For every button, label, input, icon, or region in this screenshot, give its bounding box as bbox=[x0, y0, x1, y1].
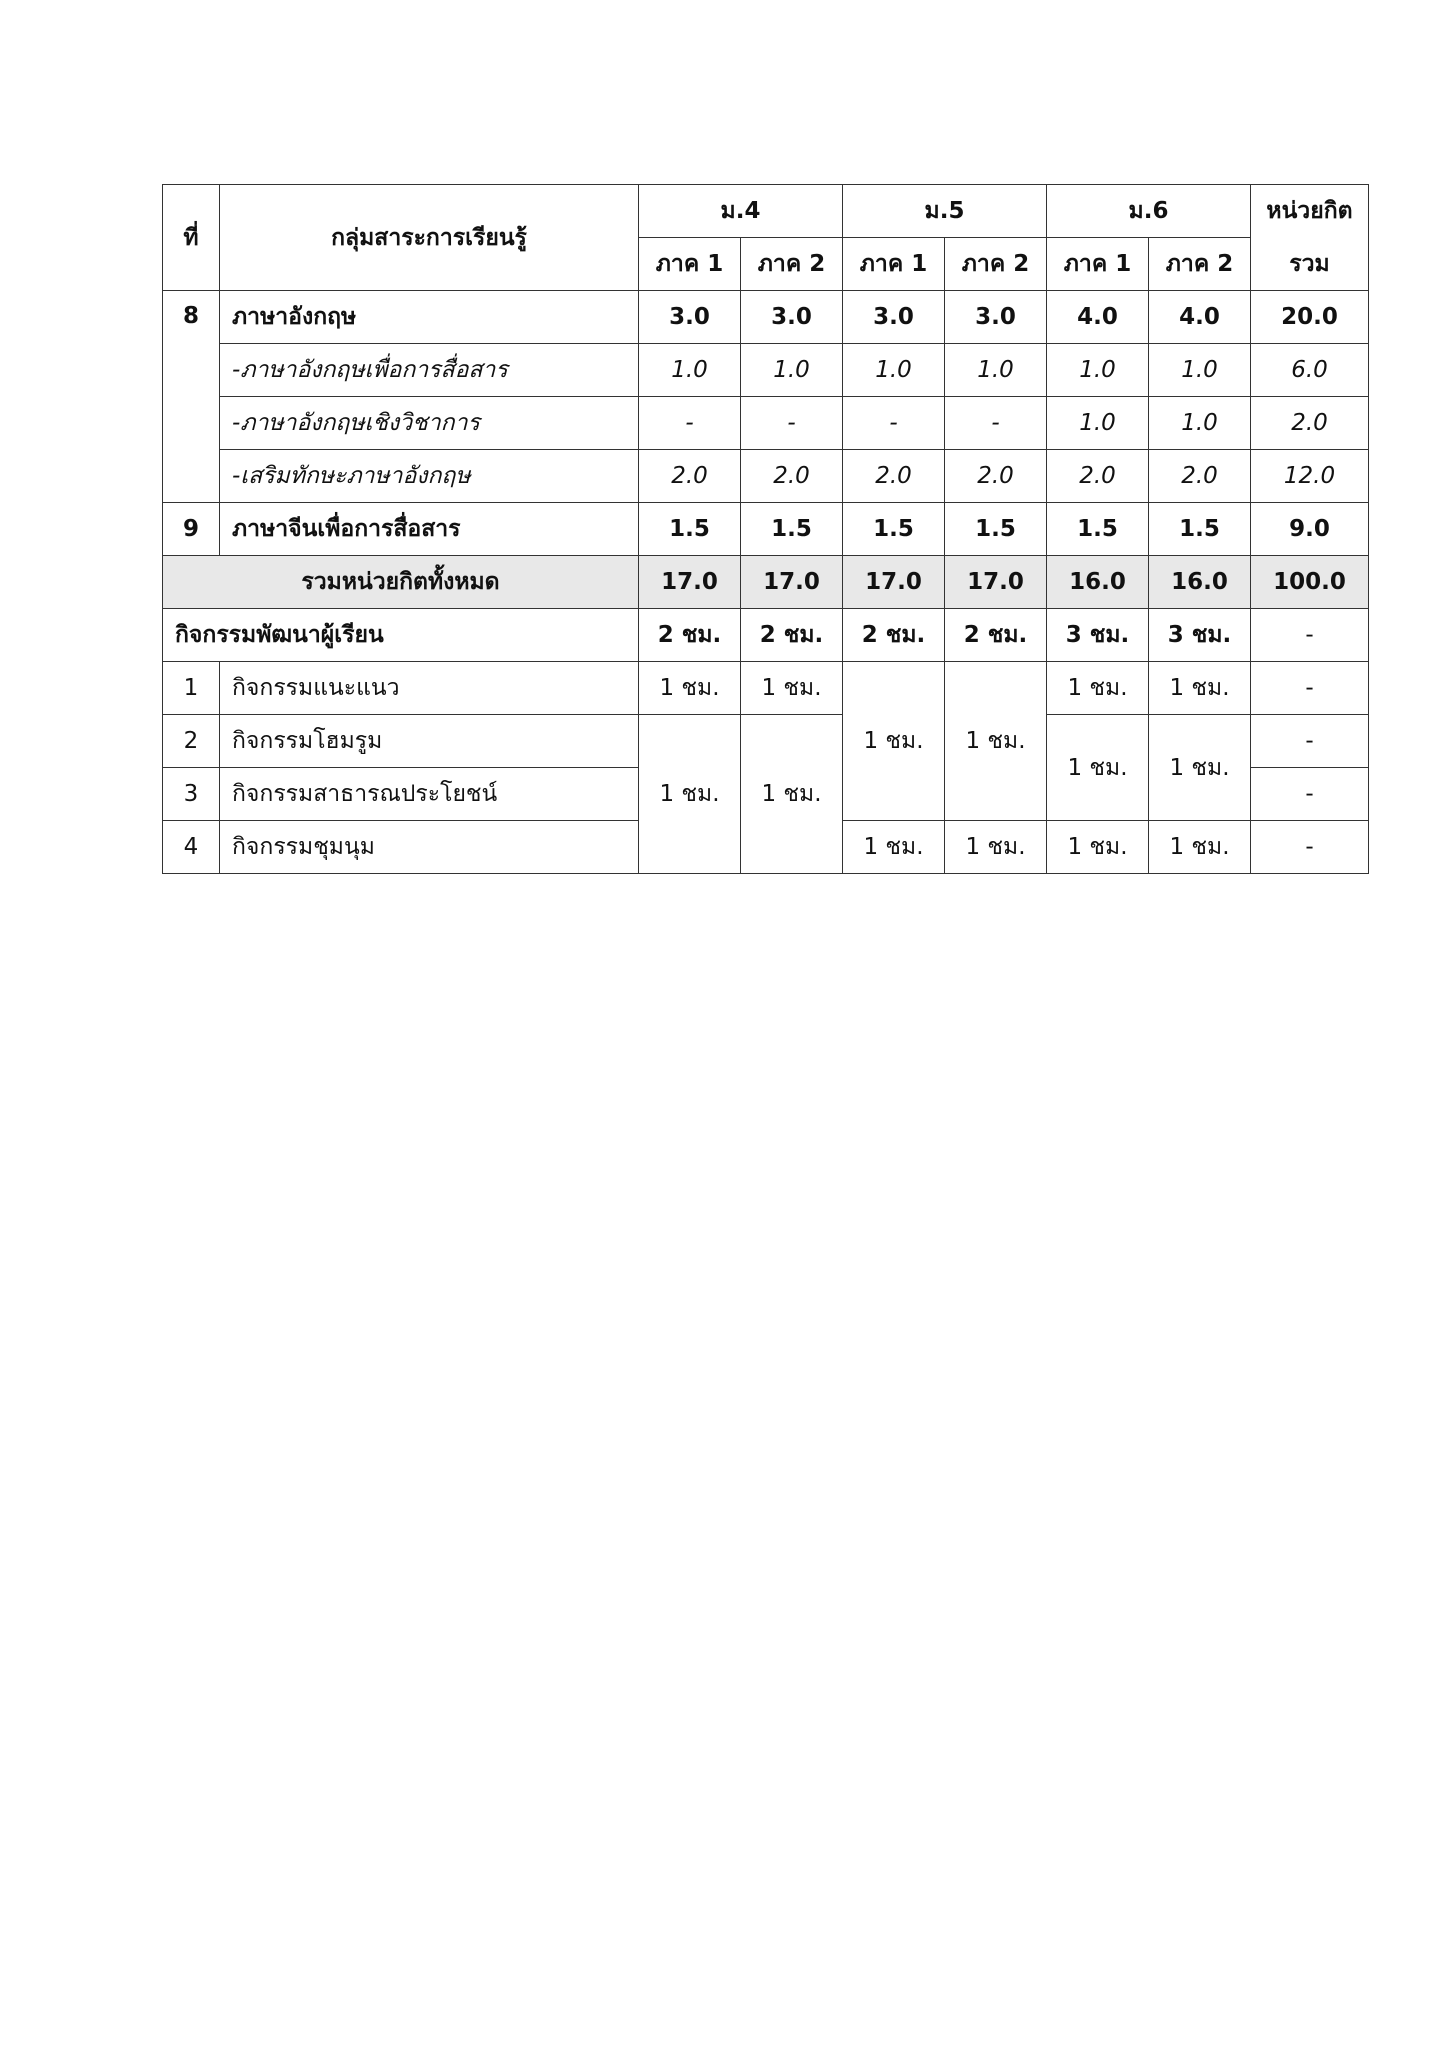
row-value: 1.0 bbox=[945, 344, 1047, 397]
row-subject: ภาษาจีนเพื่อการสื่อสาร bbox=[220, 503, 639, 556]
row-value: 2 ชม. bbox=[639, 609, 741, 662]
row-value: 2.0 bbox=[945, 450, 1047, 503]
header-term: ภาค 2 bbox=[945, 238, 1047, 291]
row-value-m4-t2: 1 ชม. bbox=[741, 715, 843, 874]
header-row-levels bbox=[163, 185, 1369, 238]
table-row-guidance bbox=[163, 662, 1369, 715]
row-number: 3 bbox=[163, 768, 220, 821]
row-value: 3 ชม. bbox=[1047, 609, 1149, 662]
row-total: - bbox=[1251, 715, 1369, 768]
row-value: 1 ชม. bbox=[1149, 821, 1251, 874]
row-value: 1.0 bbox=[639, 344, 741, 397]
row-value: 1.0 bbox=[1047, 397, 1149, 450]
row-value: 1.5 bbox=[741, 503, 843, 556]
row-value: - bbox=[945, 397, 1047, 450]
row-value: 1.5 bbox=[1149, 503, 1251, 556]
row-total: 100.0 bbox=[1251, 556, 1369, 609]
row-value: 2 ชม. bbox=[945, 609, 1047, 662]
row-value: 1.0 bbox=[1047, 344, 1149, 397]
row-total: - bbox=[1251, 768, 1369, 821]
row-total: 12.0 bbox=[1251, 450, 1369, 503]
row-value: 4.0 bbox=[1149, 291, 1251, 344]
row-value: 2.0 bbox=[1149, 450, 1251, 503]
table-row-grand-total bbox=[163, 556, 1369, 609]
row-subject: กิจกรรมชุมนุม bbox=[220, 821, 639, 874]
table-row-chinese bbox=[163, 503, 1369, 556]
row-number: 1 bbox=[163, 662, 220, 715]
row-number: 4 bbox=[163, 821, 220, 874]
row-value-m6-t2: 1 ชม. bbox=[1149, 715, 1251, 821]
header-no: ที่ bbox=[163, 185, 220, 291]
row-value: 17.0 bbox=[945, 556, 1047, 609]
row-value: 1 ชม. bbox=[639, 662, 741, 715]
row-subject: กิจกรรมสาธารณประโยชน์ bbox=[220, 768, 639, 821]
row-value: 1 ชม. bbox=[1047, 662, 1149, 715]
row-value-m4-t1: 1 ชม. bbox=[639, 715, 741, 874]
activities-label: กิจกรรมพัฒนาผู้เรียน bbox=[163, 609, 639, 662]
header-term: ภาค 1 bbox=[639, 238, 741, 291]
row-value: 3.0 bbox=[639, 291, 741, 344]
row-value: 2.0 bbox=[1047, 450, 1149, 503]
row-value: 1.5 bbox=[1047, 503, 1149, 556]
curriculum-table bbox=[162, 184, 1369, 874]
row-value: 1 ชม. bbox=[741, 662, 843, 715]
row-value: 3 ชม. bbox=[1149, 609, 1251, 662]
row-value: 1 ชม. bbox=[945, 821, 1047, 874]
row-total: 6.0 bbox=[1251, 344, 1369, 397]
row-value: 17.0 bbox=[843, 556, 945, 609]
row-value: 2.0 bbox=[639, 450, 741, 503]
row-total: 9.0 bbox=[1251, 503, 1369, 556]
row-total: 20.0 bbox=[1251, 291, 1369, 344]
row-subject: -ภาษาอังกฤษเชิงวิชาการ bbox=[220, 397, 639, 450]
row-value-m6-t1: 1 ชม. bbox=[1047, 715, 1149, 821]
row-value: 2.0 bbox=[741, 450, 843, 503]
row-value: 1.5 bbox=[639, 503, 741, 556]
row-value: 1.0 bbox=[1149, 344, 1251, 397]
header-level-m5: ม.5 bbox=[843, 185, 1047, 238]
table-row-homeroom bbox=[163, 715, 1369, 768]
header-total-line2: รวม bbox=[1251, 238, 1369, 291]
header-subject: กลุ่มสาระการเรียนรู้ bbox=[220, 185, 639, 291]
table-row-english-skills bbox=[163, 450, 1369, 503]
header-term: ภาค 1 bbox=[1047, 238, 1149, 291]
header-term: ภาค 1 bbox=[843, 238, 945, 291]
row-total: - bbox=[1251, 609, 1369, 662]
row-value: 2.0 bbox=[843, 450, 945, 503]
header-total-line1: หน่วยกิต bbox=[1251, 185, 1369, 238]
header-level-m6: ม.6 bbox=[1047, 185, 1251, 238]
header-term: ภาค 2 bbox=[1149, 238, 1251, 291]
row-value: 3.0 bbox=[945, 291, 1047, 344]
row-value: - bbox=[741, 397, 843, 450]
row-value: 16.0 bbox=[1047, 556, 1149, 609]
row-value: 1.0 bbox=[741, 344, 843, 397]
row-value: 4.0 bbox=[1047, 291, 1149, 344]
row-value: 1.0 bbox=[843, 344, 945, 397]
row-value: 1 ชม. bbox=[1149, 662, 1251, 715]
row-number: 8 bbox=[163, 291, 220, 503]
row-value: - bbox=[843, 397, 945, 450]
row-value: 17.0 bbox=[741, 556, 843, 609]
row-value: 1 ชม. bbox=[843, 821, 945, 874]
header-term: ภาค 2 bbox=[741, 238, 843, 291]
row-value: 16.0 bbox=[1149, 556, 1251, 609]
row-value: 3.0 bbox=[741, 291, 843, 344]
row-value: 2 ชม. bbox=[741, 609, 843, 662]
row-value: 3.0 bbox=[843, 291, 945, 344]
row-number: 9 bbox=[163, 503, 220, 556]
row-value: 2 ชม. bbox=[843, 609, 945, 662]
row-total: - bbox=[1251, 821, 1369, 874]
row-subject: กิจกรรมโฮมรูม bbox=[220, 715, 639, 768]
row-value-m5-t1: 1 ชม. bbox=[843, 662, 945, 821]
row-value: 17.0 bbox=[639, 556, 741, 609]
table-row-english-comm bbox=[163, 344, 1369, 397]
table-row-english-academic bbox=[163, 397, 1369, 450]
row-number: 2 bbox=[163, 715, 220, 768]
row-subject: กิจกรรมแนะแนว bbox=[220, 662, 639, 715]
grand-total-label: รวมหน่วยกิตทั้งหมด bbox=[163, 556, 639, 609]
row-value: 1 ชม. bbox=[1047, 821, 1149, 874]
row-subject: -เสริมทักษะภาษาอังกฤษ bbox=[220, 450, 639, 503]
row-value: 1.5 bbox=[843, 503, 945, 556]
row-subject: -ภาษาอังกฤษเพื่อการสื่อสาร bbox=[220, 344, 639, 397]
row-value: - bbox=[639, 397, 741, 450]
header-level-m4: ม.4 bbox=[639, 185, 843, 238]
row-total: - bbox=[1251, 662, 1369, 715]
row-subject: ภาษาอังกฤษ bbox=[220, 291, 639, 344]
table-row-activities bbox=[163, 609, 1369, 662]
row-value-m5-t2: 1 ชม. bbox=[945, 662, 1047, 821]
row-total: 2.0 bbox=[1251, 397, 1369, 450]
row-value: 1.0 bbox=[1149, 397, 1251, 450]
row-value: 1.5 bbox=[945, 503, 1047, 556]
table-row-english bbox=[163, 291, 1369, 344]
